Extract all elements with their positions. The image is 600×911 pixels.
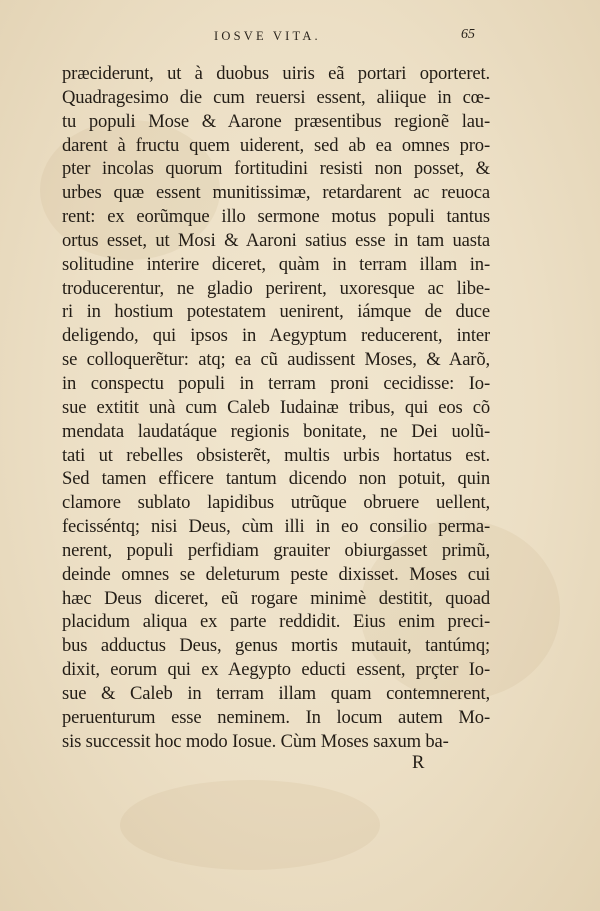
text-line: fecisséntq; nisi Deus, cùm illi in eo consilio perma- bbox=[62, 516, 490, 538]
page-number: 65 bbox=[461, 27, 475, 42]
paper-stain bbox=[120, 780, 380, 870]
text-line: pter incolas quorum fortitudini resisti non posset, & bbox=[62, 158, 490, 180]
text-line: se colloquerẽtur: atq; ea cũ audissent Moses, & Aarõ, bbox=[62, 349, 490, 371]
text-line: clamore sublato lapidibus utrũque obruere uellent, bbox=[62, 492, 490, 514]
text-line: darent à fructu quem uiderent, sed ab ea omnes pro- bbox=[62, 134, 490, 156]
text-line: in conspectu populi in terram proni cecidisse: Io- bbox=[62, 372, 490, 394]
text-line: præciderunt, ut à duobus uiris eã portari oporteret. bbox=[62, 63, 490, 84]
text-line: nerent, populi perfidiam grauiter obiurgasset primũ, bbox=[62, 539, 490, 561]
text-line: rent: ex eorũmque illo sermone motus populi tantus bbox=[62, 206, 490, 228]
running-head: IOSVE VITA. bbox=[214, 29, 321, 43]
text-line: deligendo, qui ipsos in Aegyptum reducerent, inter bbox=[62, 325, 490, 347]
text-line: tati ut rebelles obsisterẽt, multis urbis hortatus est. bbox=[62, 444, 490, 466]
text-line: sis successit hoc modo Iosue. Cùm Moses saxum ba- bbox=[62, 730, 449, 752]
page-header bbox=[0, 29, 600, 49]
text-line: solitudine interire diceret, quàm in terram illam in- bbox=[62, 253, 490, 275]
text-line: troducerentur, ne gladio perirent, uxoresque ac libe- bbox=[62, 277, 490, 299]
body-text bbox=[62, 62, 490, 753]
text-line: placidum aliqua ex parte reddidit. Eius enim preci- bbox=[62, 611, 490, 633]
text-line: urbes quæ essent munitissimæ, retardarent ac reuoca bbox=[62, 182, 490, 204]
text-line: dixit, eorum qui ex Aegypto educti essent, prçter Io- bbox=[62, 659, 490, 681]
text-line: deinde omnes se deleturum peste dixisset. Moses cui bbox=[62, 563, 490, 585]
text-line: ri in hostium potestatem uenirent, iámque de duce bbox=[62, 301, 490, 323]
text-line: Sed tamen efficere tantum dicendo non potuit, quin bbox=[62, 468, 490, 490]
text-line: sue extitit unà cum Caleb Iudainæ tribus, qui eos cõ bbox=[62, 396, 490, 418]
text-line: mendata laudatáque regionis bonitate, ne Dei uolũ- bbox=[62, 420, 490, 442]
text-line: hæc Deus diceret, eũ rogare minimè destitit, quoad bbox=[62, 587, 490, 609]
text-line: ortus esset, ut Mosi & Aaroni satius esse in tam uasta bbox=[62, 229, 490, 251]
signature-mark: R bbox=[412, 752, 425, 773]
text-line: peruenturum esse neminem. In locum autem Mo- bbox=[62, 706, 490, 728]
text-line: tu populi Mose & Aarone præsentibus regionẽ lau- bbox=[62, 110, 490, 132]
text-line: bus adductus Deus, genus mortis mutauit, tantúmq; bbox=[62, 635, 490, 657]
text-line: Quadragesimo die cum reuersi essent, aliique in cœ- bbox=[62, 86, 490, 108]
text-line: sue & Caleb in terram illam quam contemnerent, bbox=[62, 682, 490, 704]
